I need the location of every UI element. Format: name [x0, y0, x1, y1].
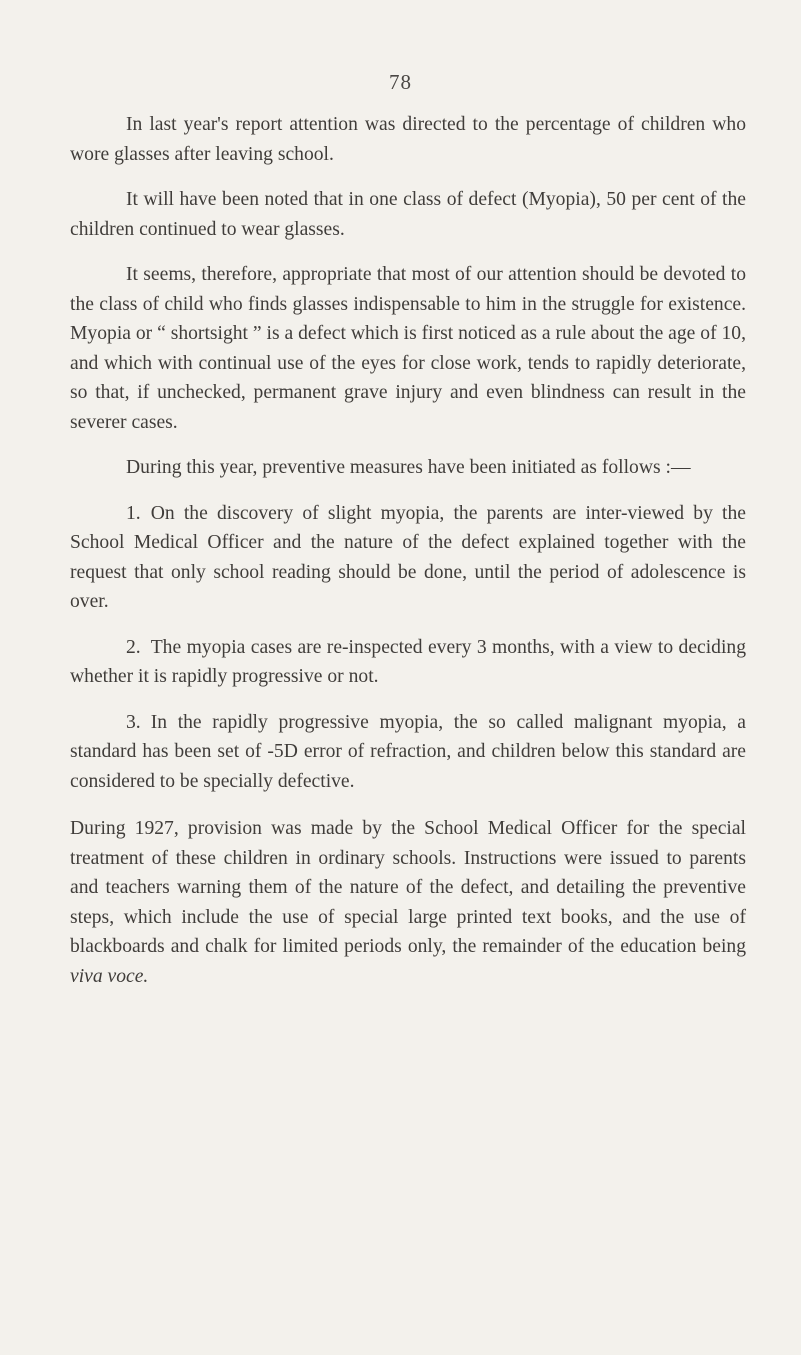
list-item-1: [70, 499, 746, 617]
list-item-1-number: 1.: [126, 502, 141, 524]
list-item-3-number: 3.: [126, 711, 141, 733]
list-item-2: [70, 633, 746, 692]
page-number: 78: [389, 70, 412, 94]
list-item-3-text: In the rapidly progressive myopia, the so called malignant myopia, a standard has been set of -5D error of refraction, and children below this standard are considered to be specially defective.: [70, 711, 746, 792]
viva-voce-italic: viva voce.: [70, 965, 149, 987]
paragraph-myopia-percentage: It will have been noted that in one class of defect (Myopia), 50 per cent of the children continued to wear glasses.: [70, 189, 746, 240]
special-treatment-text: During 1927, provision was made by the School Medical Officer for the special treatment of these children in ordinary schools. Instructions were issued to parents and teachers warning them of the nature of the defect, and detailing the preventive steps, which include the use of special large printed text books, and the use of blackboards and chalk for limited periods only, the remainder of the education being: [70, 818, 746, 957]
paragraph-special-treatment: [70, 814, 746, 991]
body-text: [70, 110, 746, 1007]
list-item-2-text: The myopia cases are re-inspected every 3 months, with a view to deciding whether it is rapidly progressive or not.: [70, 636, 746, 687]
paragraph-last-years-report: In last year's report attention was directed to the percentage of children who wore glasses after leaving school.: [70, 114, 746, 165]
list-item-2-number: 2.: [126, 636, 141, 658]
list-item-1-text: On the discovery of slight myopia, the parents are inter-viewed by the School Medical Officer and the nature of the defect explained together with the request that only school reading should be done, until the period of adolescence is over.: [70, 502, 746, 612]
paragraph-preventive-measures-intro: During this year, preventive measures have been initiated as follows :—: [126, 457, 691, 478]
paragraph-myopia-description: It seems, therefore, appropriate that most of our attention should be devoted to the class of child who finds glasses indispensable to him in the struggle for existence. Myopia or “ shortsight ” is a defect which is first noticed as a rule about the age of 10, and which with continual use of the eyes for close work, tends to rapidly deteriorate, so that, if unchecked, permanent grave injury and even blindness can result in the severer cases.: [70, 264, 746, 433]
list-item-3: [70, 708, 746, 797]
